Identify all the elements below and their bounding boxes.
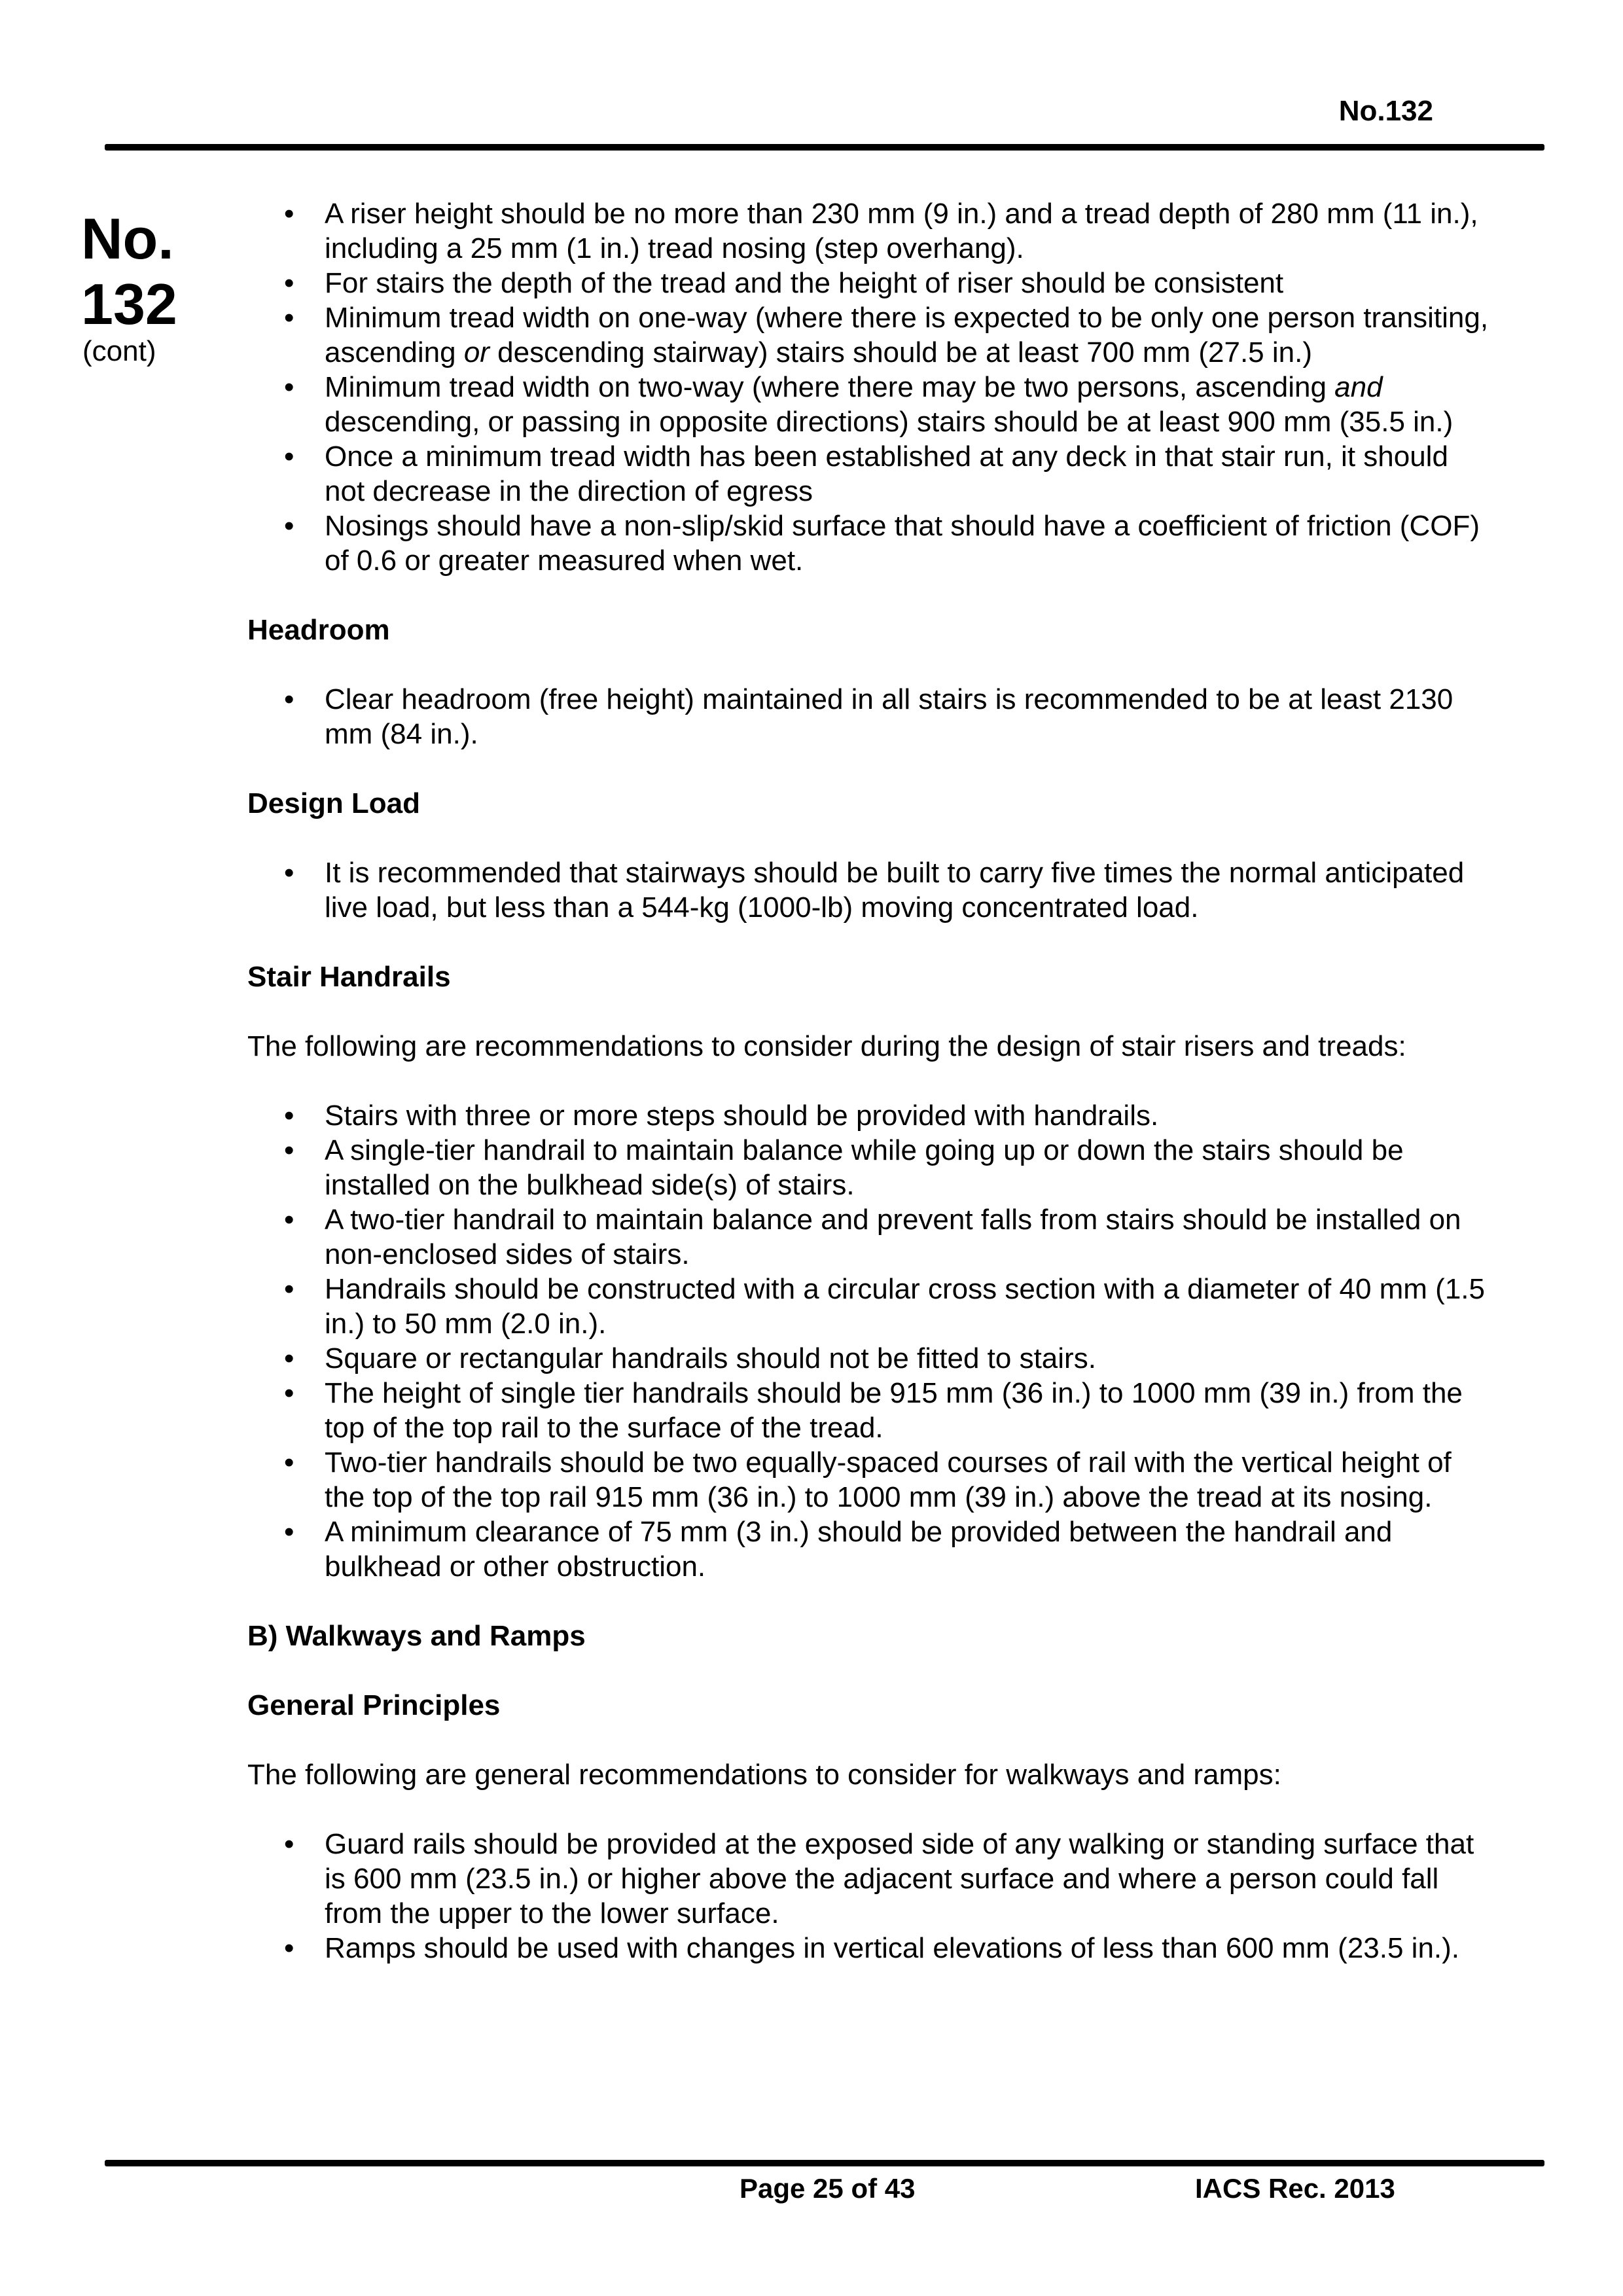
- walkways-intro: The following are general recommendations to consider for walkways and ramps:: [247, 1759, 1281, 1791]
- side-label-cont: (cont): [82, 335, 156, 367]
- list-item: • A two-tier handrail to maintain balance and prevent falls from stairs should be installed on non-enclosed sides of stairs.: [284, 1204, 1461, 1270]
- heading-stair-handrails: Stair Handrails: [247, 961, 451, 993]
- heading-walkways-ramps: B) Walkways and Ramps: [247, 1620, 586, 1652]
- list-item: • Handrails should be constructed with a circular cross section with a diameter of 40 mm (1.5 in.) to 50 mm (2.0 in.).: [284, 1273, 1485, 1340]
- footer-rule: [105, 2160, 1544, 2166]
- list-item: • For stairs the depth of the tread and the height of riser should be consistent: [284, 267, 1284, 299]
- stair-dimension-list: [247, 196, 1491, 578]
- bullet-icon: •: [284, 1446, 294, 1479]
- list-item: • The height of single tier handrails should be 915 mm (36 in.) to 1000 mm (39 in.) from the top of the top rail to the surface of the tread.: [284, 1377, 1463, 1444]
- walkways-list: [247, 1827, 1491, 1965]
- bullet-icon: •: [284, 440, 294, 473]
- list-item: • Minimum tread width on one-way (where there is expected to be only one person transiting, ascending or descending stairway) stairs should be at least 700 mm (27.5 in.): [284, 302, 1489, 368]
- bullet-icon: •: [284, 1932, 294, 1964]
- design-load-list: [247, 855, 1491, 925]
- bullet-icon: •: [284, 198, 294, 230]
- bullet-icon: •: [284, 1134, 294, 1166]
- side-label-number: 132: [81, 272, 177, 336]
- headroom-list: [247, 682, 1491, 751]
- bullet-icon: •: [284, 1516, 294, 1548]
- footer-rec-label: IACS Rec. 2013: [1195, 2173, 1395, 2204]
- bullet-icon: •: [284, 1100, 294, 1132]
- bullet-icon: •: [284, 857, 294, 889]
- footer-page-number: Page 25 of 43: [740, 2173, 916, 2204]
- list-item: • Ramps should be used with changes in vertical elevations of less than 600 mm (23.5 in.).: [284, 1932, 1460, 1964]
- list-item: • Stairs with three or more steps should be provided with handrails.: [284, 1100, 1159, 1132]
- bullet-icon: •: [284, 267, 294, 299]
- handrails-list: [247, 1098, 1491, 1584]
- bullet-icon: •: [284, 1828, 294, 1860]
- heading-general-principles: General Principles: [247, 1689, 501, 1721]
- list-item: • Minimum tread width on two-way (where there may be two persons, ascending and descending, or passing in opposite directions) stairs should be at least 900 mm (35.5 in.): [284, 371, 1454, 438]
- bullet-icon: •: [284, 1204, 294, 1236]
- list-item: • A riser height should be no more than 230 mm (9 in.) and a tread depth of 280 mm (11 in.), including a 25 mm (1 in.) tread nosing (step overhang).: [284, 198, 1478, 264]
- handrails-intro: The following are recommendations to consider during the design of stair risers and treads:: [247, 1030, 1406, 1062]
- list-item: • Two-tier handrails should be two equally-spaced courses of rail with the vertical height of the top of the top rail 915 mm (36 in.) to 1000 mm (39 in.) above the tread at its nosing.: [284, 1446, 1452, 1513]
- bullet-icon: •: [284, 1342, 294, 1374]
- bullet-icon: •: [284, 683, 294, 715]
- side-label: [81, 206, 177, 368]
- list-item: • Square or rectangular handrails should not be fitted to stairs.: [284, 1342, 1096, 1374]
- heading-headroom: Headroom: [247, 614, 390, 646]
- bullet-icon: •: [284, 1377, 294, 1409]
- list-item: • It is recommended that stairways should be built to carry five times the normal anticipated live load, but less than a 544-kg (1000-lb) moving concentrated load.: [284, 857, 1465, 924]
- heading-design-load: Design Load: [247, 787, 421, 819]
- list-item: • Clear headroom (free height) maintained in all stairs is recommended to be at least 2130 mm (84 in.).: [284, 683, 1454, 750]
- bullet-icon: •: [284, 510, 294, 542]
- list-item: • Once a minimum tread width has been established at any deck in that stair run, it should not decrease in the direction of egress: [284, 440, 1448, 507]
- list-item: • Nosings should have a non-slip/skid surface that should have a coefficient of friction (COF) of 0.6 or greater measured when wet.: [284, 510, 1480, 577]
- header-doc-number: No.132: [1338, 95, 1433, 127]
- main-content: [247, 196, 1491, 1965]
- bullet-icon: •: [284, 371, 294, 403]
- list-item: • A single-tier handrail to maintain balance while going up or down the stairs should be installed on the bulkhead side(s) of stairs.: [284, 1134, 1404, 1201]
- list-item: • Guard rails should be provided at the exposed side of any walking or standing surface that is 600 mm (23.5 in.) or higher above the adjacent surface and where a person could fall from the upper to the lower surface.: [284, 1828, 1474, 1929]
- bullet-icon: •: [284, 302, 294, 334]
- list-item: • A minimum clearance of 75 mm (3 in.) should be provided between the handrail and bulkhead or other obstruction.: [284, 1516, 1393, 1583]
- side-label-no: No.: [81, 206, 174, 271]
- bullet-icon: •: [284, 1273, 294, 1305]
- header-rule: [105, 144, 1544, 151]
